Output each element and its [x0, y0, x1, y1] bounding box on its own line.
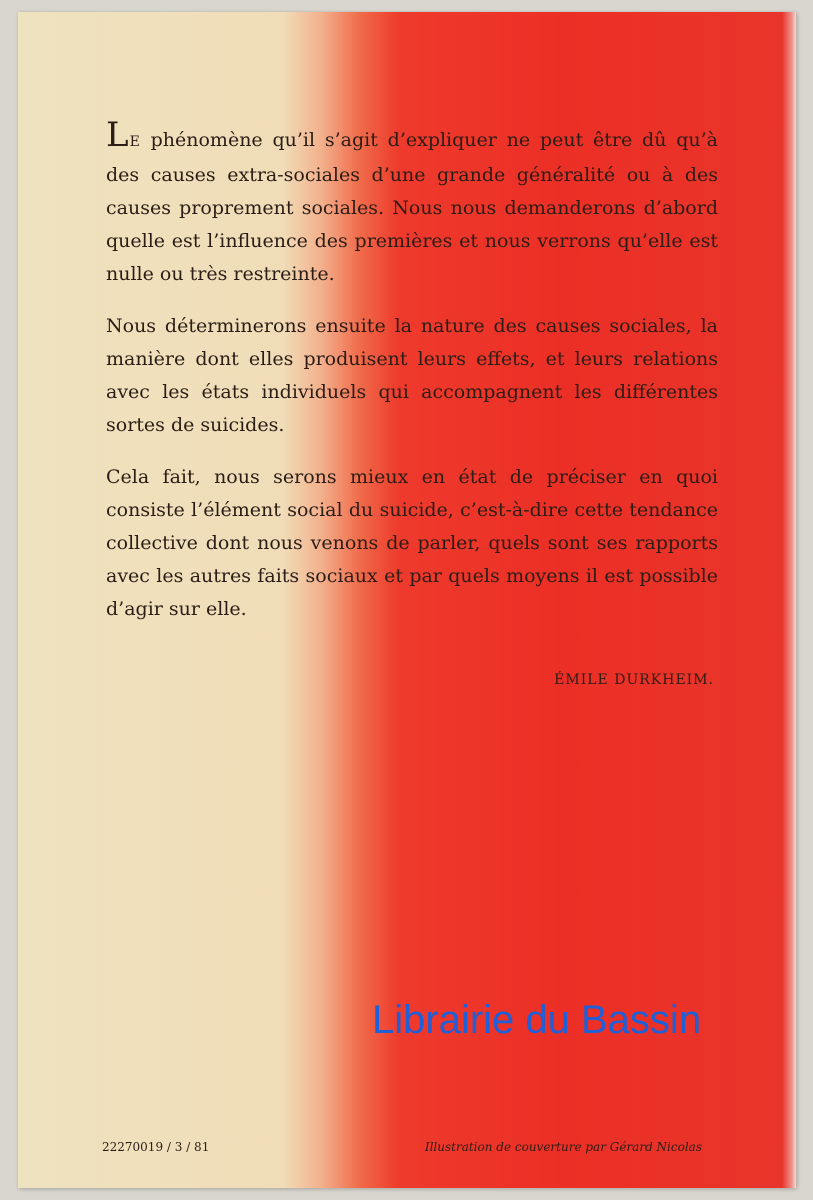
- blurb-paragraph-3: Cela fait, nous serons mieux en état de préciser en quoi consiste l’élément social du suicide, c’est-à-dire cette tendance collective dont nous venons de parler, quels sont ses rapports avec les autres faits sociaux et par quels moyens il est possible d’agir sur elle.: [106, 466, 718, 620]
- smallcap-letter: E: [129, 134, 141, 150]
- blurb-text: [106, 115, 718, 645]
- catalog-code: 22270019 / 3 / 81: [102, 1140, 210, 1154]
- dropcap-letter: L: [106, 115, 130, 155]
- author-signature: ÉMILE DURKHEIM.: [554, 672, 714, 688]
- blurb-paragraph-1: [106, 115, 718, 291]
- illustration-credit: Illustration de couverture par Gérard Nicolas: [424, 1140, 702, 1154]
- seller-watermark: Librairie du Bassin: [372, 998, 702, 1042]
- blurb-paragraph-2: Nous déterminerons ensuite la nature des causes sociales, la manière dont elles produisent leurs effets, et leurs relations avec les états individuels qui accompagnent les différentes sortes de suicides.: [106, 315, 718, 436]
- paragraph-1-text: phénomène qu’il s’agit d’expliquer ne peut être dû qu’à des causes extra-sociales d’une grande généralité ou à des causes proprement sociales. Nous nous demanderons d’abord quelle est l’influence des premières et nous verrons qu’elle est nulle ou très restreinte.: [106, 129, 718, 285]
